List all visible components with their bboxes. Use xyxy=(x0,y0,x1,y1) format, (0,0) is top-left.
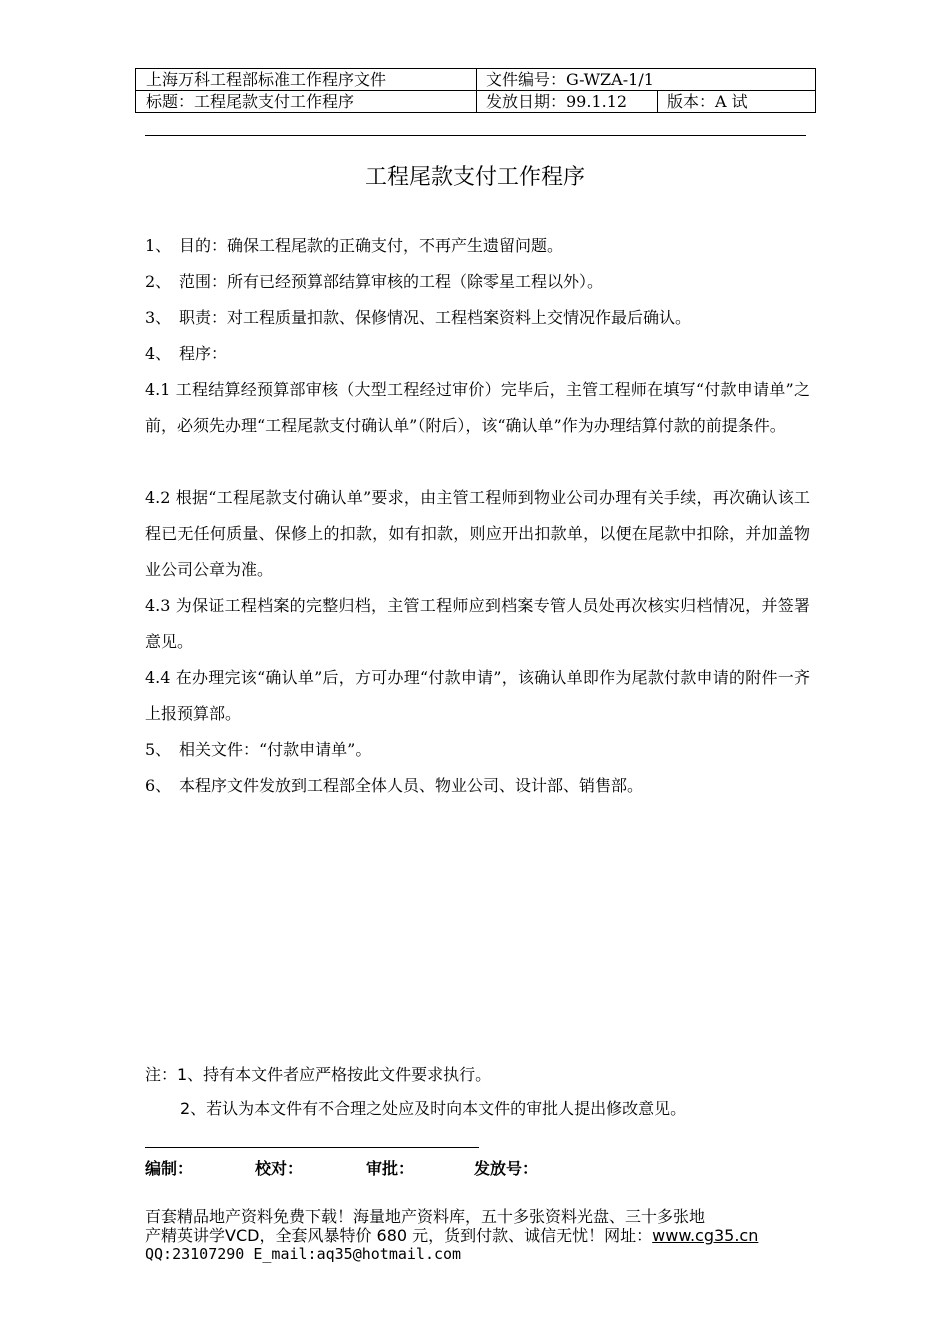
list-item xyxy=(145,768,810,804)
procedure-paragraph: 4.2 根据“工程尾款支付确认单”要求，由主管工程师到物业公司办理有关手续，再次确认该工程已无任何质量、保修上的扣款，如有扣款，则应开出扣款单，以便在尾款中扣除，并加盖物业公司公章为准。 xyxy=(145,488,810,579)
procedure-paragraph: 4.1 工程结算经预算部审核（大型工程经过审价）完毕后，主管工程师在填写“付款申请单”之前，必须先办理“工程尾款支付确认单”（附后），该“确认单”作为办理结算付款的前提条件。 xyxy=(145,380,810,435)
list-item xyxy=(145,300,810,336)
ad-website-link[interactable]: www.cg35.cn xyxy=(652,1226,759,1245)
header-org: 上海万科工程部标准工作程序文件 xyxy=(146,70,387,89)
note-line-1: 注：1、持有本文件者应严格按此文件要求执行。 xyxy=(145,1065,492,1084)
list-item xyxy=(145,228,810,264)
ad-line-3: QQ:23107290 E_mail:aq35@hotmail.com xyxy=(145,1245,462,1263)
item-text: 相关文件：“付款申请单”。 xyxy=(179,740,372,759)
item-number: 1、 xyxy=(145,236,172,255)
ad-line-2 xyxy=(145,1226,815,1245)
header-rule xyxy=(145,135,806,136)
header-doc-no: 文件编号：G-WZA-1/1 xyxy=(486,70,654,89)
header-issue-date: 发放日期：99.1.12 xyxy=(486,92,628,111)
footer-ad xyxy=(145,1207,815,1264)
item-number: 5、 xyxy=(145,740,172,759)
item-number: 4、 xyxy=(145,344,172,363)
item-text: 程序： xyxy=(179,344,228,363)
signature-proofread: 校对： xyxy=(255,1159,304,1178)
list-item xyxy=(145,264,810,300)
header-version: 版本：A 试 xyxy=(667,92,748,111)
list-item xyxy=(145,732,810,768)
header-title: 标题：工程尾款支付工作程序 xyxy=(146,92,355,111)
signature-issue-no: 发放号： xyxy=(474,1159,539,1178)
item-number: 6、 xyxy=(145,776,172,795)
item-number: 2、 xyxy=(145,272,172,291)
procedure-paragraph: 4.4 在办理完该“确认单”后，方可办理“付款申请”，该确认单即作为尾款付款申请的附件一齐上报预算部。 xyxy=(145,668,810,723)
signature-approve: 审批： xyxy=(366,1159,415,1178)
header-divider xyxy=(657,91,658,112)
procedure-paragraph: 4.3 为保证工程档案的完整归档，主管工程师应到档案专管人员处再次核实归档情况，并签署意见。 xyxy=(145,596,810,651)
header-table xyxy=(135,68,816,113)
ad-line-2-text: 产精英讲学VCD，全套风暴特价 680 元，货到付款、诚信无忧！网址： xyxy=(145,1226,653,1245)
signature-rule xyxy=(145,1147,479,1148)
item-number: 3、 xyxy=(145,308,172,327)
list-item xyxy=(145,336,810,372)
ad-line-1: 百套精品地产资料免费下载！海量地产资料库，五十多张资料光盘、三十多张地 xyxy=(145,1207,706,1226)
item-text: 目的：确保工程尾款的正确支付，不再产生遗留问题。 xyxy=(179,236,564,255)
item-text: 范围：所有已经预算部结算审核的工程（除零星工程以外）。 xyxy=(179,272,604,291)
document-title: 工程尾款支付工作程序 xyxy=(364,165,585,190)
item-text: 本程序文件发放到工程部全体人员、物业公司、设计部、销售部。 xyxy=(179,776,644,795)
signature-compile: 编制： xyxy=(145,1159,194,1178)
note-line-2: 2、若认为本文件有不合理之处应及时向本文件的审批人提出修改意见。 xyxy=(180,1099,687,1118)
item-text: 职责：对工程质量扣款、保修情况、工程档案资料上交情况作最后确认。 xyxy=(179,308,692,327)
